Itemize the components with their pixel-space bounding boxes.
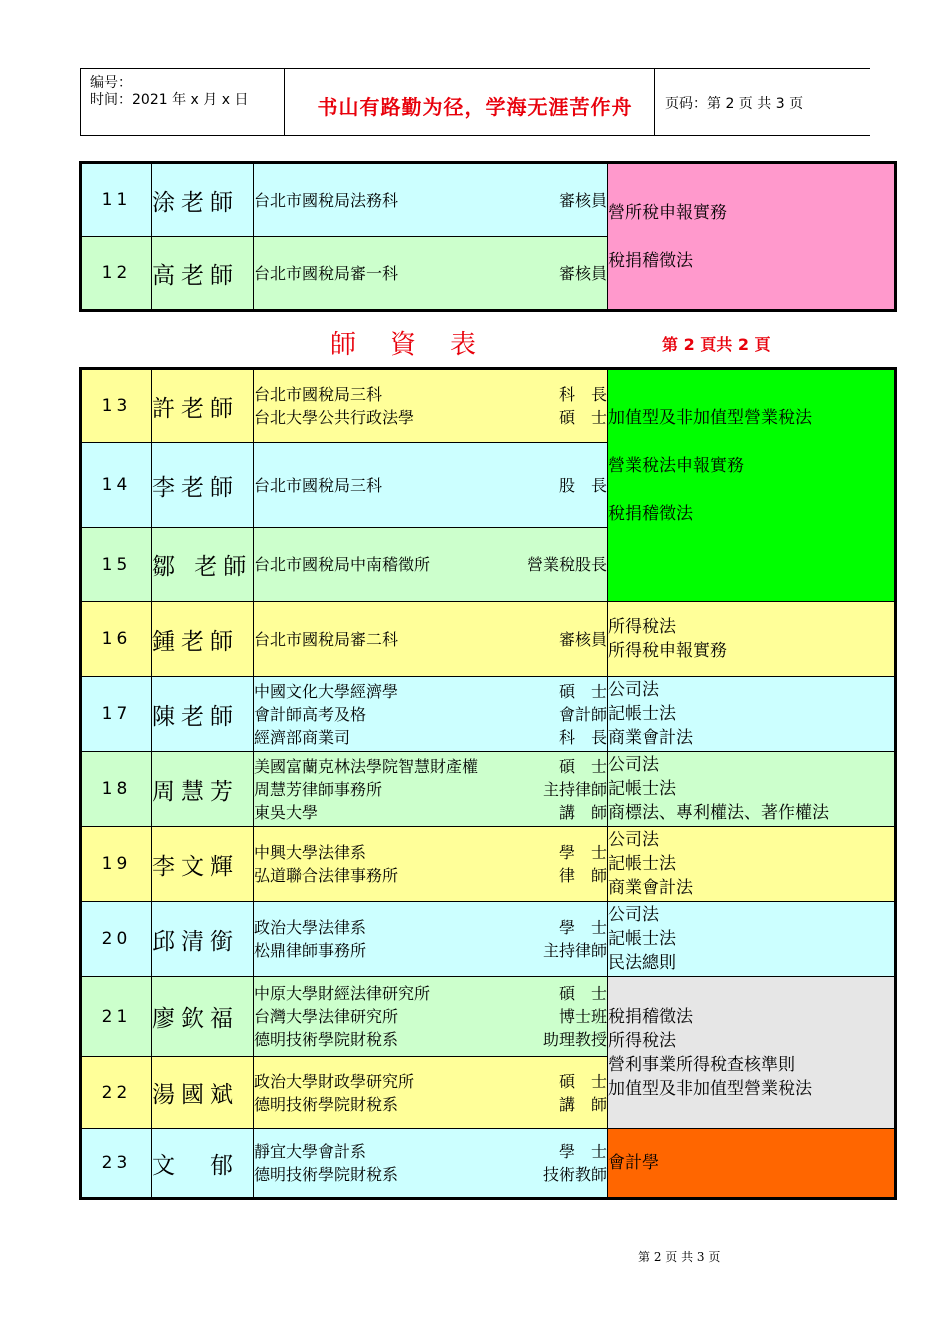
header-motto: 书山有路勤为径，学海无涯苦作舟 bbox=[317, 95, 633, 119]
affiliation-line bbox=[254, 726, 607, 749]
affiliation-org: 台北市國稅局審一科 bbox=[254, 263, 399, 283]
subject-spacer bbox=[608, 430, 894, 454]
affiliation-line bbox=[254, 1140, 607, 1163]
affiliation-line bbox=[254, 628, 607, 651]
teacher-name: 高老師 bbox=[152, 237, 254, 311]
code-label: 编号： bbox=[90, 75, 132, 91]
subject-item: 營業稅法申報實務 bbox=[608, 455, 744, 476]
teacher-affiliations bbox=[254, 443, 608, 528]
affiliation-line bbox=[254, 939, 607, 962]
affiliation-title: 審核員 bbox=[558, 190, 607, 210]
affiliation-line bbox=[254, 1163, 607, 1186]
affiliation-org: 台北市國稅局中南稽徵所 bbox=[254, 555, 431, 574]
affiliation-line bbox=[254, 703, 607, 726]
table-title: 師資表 bbox=[330, 330, 511, 360]
teacher-affiliations bbox=[254, 528, 608, 602]
affiliation-org: 經濟部商業司 bbox=[254, 727, 351, 747]
affiliation-title: 博士班 bbox=[558, 1007, 607, 1026]
table-row bbox=[81, 1129, 896, 1199]
affiliation-title: 科 長 bbox=[558, 385, 607, 404]
affiliation-org: 台北市國稅局三科 bbox=[254, 475, 383, 495]
teacher-table-2 bbox=[79, 367, 897, 1200]
subject-item: 商標法、專利權法、著作權法 bbox=[608, 803, 829, 823]
header-meta bbox=[90, 75, 248, 109]
affiliation-org: 中國文化大學經濟學 bbox=[254, 681, 399, 701]
teacher-name: 許老師 bbox=[152, 369, 254, 443]
row-number: 16 bbox=[81, 602, 152, 677]
affiliation-line bbox=[254, 189, 607, 212]
row-number: 20 bbox=[81, 902, 152, 977]
subjects-cell bbox=[608, 752, 896, 827]
affiliation-title: 科 長 bbox=[558, 727, 607, 747]
affiliation-title: 主持律師 bbox=[542, 941, 607, 960]
affiliation-line bbox=[254, 801, 607, 824]
table-row bbox=[81, 827, 896, 902]
row-number: 15 bbox=[81, 528, 152, 602]
subject-item: 記帳士法 bbox=[608, 854, 676, 874]
affiliation-org: 台北市國稅局法務科 bbox=[254, 190, 399, 210]
affiliation-title: 主持律師 bbox=[542, 779, 607, 799]
affiliation-title: 學 士 bbox=[558, 1142, 607, 1161]
teacher-affiliations bbox=[254, 369, 608, 443]
subject-item: 所得稅法 bbox=[608, 1030, 676, 1051]
affiliation-line bbox=[254, 474, 607, 497]
affiliation-line bbox=[254, 841, 607, 864]
subjects-cell bbox=[608, 163, 896, 311]
teacher-affiliations bbox=[254, 977, 608, 1057]
affiliation-line bbox=[254, 778, 607, 801]
affiliation-org: 中原大學財經法律研究所 bbox=[254, 984, 431, 1003]
affiliation-line bbox=[254, 755, 607, 778]
teacher-name: 周慧芳 bbox=[152, 752, 254, 827]
teacher-name: 李文輝 bbox=[152, 827, 254, 902]
affiliation-line bbox=[254, 383, 607, 406]
teacher-affiliations bbox=[254, 1129, 608, 1199]
table-row bbox=[81, 752, 896, 827]
subjects-cell bbox=[608, 677, 896, 752]
affiliation-org: 靜宜大學會計系 bbox=[254, 1142, 367, 1161]
teacher-name: 鄒 老師 bbox=[152, 528, 254, 602]
affiliation-title: 碩 士 bbox=[558, 756, 607, 776]
teacher-affiliations bbox=[254, 902, 608, 977]
row-number: 13 bbox=[81, 369, 152, 443]
header-border-left bbox=[80, 69, 81, 135]
teacher-affiliations bbox=[254, 163, 608, 237]
row-number: 22 bbox=[81, 1057, 152, 1129]
subject-item: 營利事業所得稅查核準則 bbox=[608, 1054, 795, 1075]
teacher-name: 涂老師 bbox=[152, 163, 254, 237]
subject-item: 商業會計法 bbox=[608, 728, 693, 748]
affiliation-org: 德明技術學院財稅系 bbox=[254, 1165, 399, 1184]
affiliation-title: 股 長 bbox=[558, 475, 607, 495]
teacher-name: 李老師 bbox=[152, 443, 254, 528]
teacher-name: 湯國斌 bbox=[152, 1057, 254, 1129]
row-number: 23 bbox=[81, 1129, 152, 1199]
subject-item: 稅捐稽徵法 bbox=[608, 250, 693, 271]
subject-item: 公司法 bbox=[608, 905, 659, 925]
affiliation-org: 弘道聯合法律事務所 bbox=[254, 866, 399, 885]
subject-list bbox=[608, 406, 894, 526]
subject-item: 商業會計法 bbox=[608, 878, 693, 898]
affiliation-line bbox=[254, 864, 607, 887]
affiliation-line bbox=[254, 916, 607, 939]
affiliation-org: 松鼎律師事務所 bbox=[254, 941, 367, 960]
teacher-name: 鍾老師 bbox=[152, 602, 254, 677]
affiliation-line bbox=[254, 553, 607, 576]
affiliation-org: 周慧芳律師事務所 bbox=[254, 779, 383, 799]
time-label: 时间：2021 年 x 月 x 日 bbox=[90, 92, 249, 108]
subject-item: 稅捐稽徵法 bbox=[608, 1006, 693, 1027]
table-row bbox=[81, 902, 896, 977]
teacher-table-1 bbox=[79, 161, 897, 312]
table-row bbox=[81, 369, 896, 443]
subjects-cell bbox=[608, 369, 896, 602]
affiliation-title: 律 師 bbox=[558, 866, 607, 885]
affiliation-title: 審核員 bbox=[558, 263, 607, 283]
affiliation-org: 台北大學公共行政法學 bbox=[254, 408, 415, 427]
subjects-cell bbox=[608, 1129, 896, 1199]
affiliation-line bbox=[254, 680, 607, 703]
affiliation-title: 會計師 bbox=[558, 704, 607, 724]
affiliation-title: 營業稅股長 bbox=[526, 555, 607, 574]
affiliation-title: 技術教師 bbox=[542, 1165, 607, 1184]
subjects-cell bbox=[608, 602, 896, 677]
subjects-cell bbox=[608, 827, 896, 902]
page-header bbox=[80, 68, 870, 136]
affiliation-line bbox=[254, 982, 607, 1005]
subject-item: 稅捐稽徵法 bbox=[608, 503, 693, 524]
affiliation-org: 政治大學財政學研究所 bbox=[254, 1071, 415, 1091]
affiliation-line bbox=[254, 1070, 607, 1093]
subject-item: 公司法 bbox=[608, 830, 659, 850]
table-row bbox=[81, 977, 896, 1057]
teacher-affiliations bbox=[254, 827, 608, 902]
row-number: 11 bbox=[81, 163, 152, 237]
affiliation-title: 講 師 bbox=[558, 1094, 607, 1114]
affiliation-title: 審核員 bbox=[558, 629, 607, 649]
subject-item: 所得稅申報實務 bbox=[608, 641, 727, 661]
header-page-info: 页码：第 2 页 共 3 页 bbox=[665, 96, 804, 112]
page-footer: 第 2 页 共 3 页 bbox=[638, 1250, 721, 1264]
table-row bbox=[81, 163, 896, 237]
affiliation-line bbox=[254, 1028, 607, 1051]
affiliation-org: 東吳大學 bbox=[254, 802, 319, 822]
teacher-affiliations bbox=[254, 677, 608, 752]
affiliation-org: 德明技術學院財稅系 bbox=[254, 1030, 399, 1049]
row-number: 14 bbox=[81, 443, 152, 528]
teacher-affiliations bbox=[254, 602, 608, 677]
row-number: 21 bbox=[81, 977, 152, 1057]
row-number: 19 bbox=[81, 827, 152, 902]
affiliation-title: 碩 士 bbox=[558, 1071, 607, 1091]
affiliation-org: 台灣大學法律研究所 bbox=[254, 1007, 399, 1026]
subject-item: 民法總則 bbox=[608, 953, 676, 973]
title-page-number: 第 2 頁共 2 頁 bbox=[662, 335, 771, 354]
affiliation-title: 碩 士 bbox=[558, 408, 607, 427]
affiliation-line bbox=[254, 1093, 607, 1116]
affiliation-org: 台北市國稅局審二科 bbox=[254, 629, 399, 649]
affiliation-title: 學 士 bbox=[558, 843, 607, 862]
row-number: 18 bbox=[81, 752, 152, 827]
affiliation-org: 德明技術學院財稅系 bbox=[254, 1094, 399, 1114]
affiliation-org: 會計師高考及格 bbox=[254, 704, 367, 724]
subject-item: 所得稅法 bbox=[608, 617, 676, 637]
subject-item: 記帳士法 bbox=[608, 779, 676, 799]
teacher-name: 陳老師 bbox=[152, 677, 254, 752]
table-row bbox=[81, 677, 896, 752]
affiliation-title: 學 士 bbox=[558, 918, 607, 937]
teacher-name: 邱清銜 bbox=[152, 902, 254, 977]
affiliation-title: 碩 士 bbox=[558, 984, 607, 1003]
affiliation-line bbox=[254, 1005, 607, 1028]
teacher-affiliations bbox=[254, 237, 608, 311]
affiliation-title: 助理教授 bbox=[542, 1030, 607, 1049]
affiliation-line bbox=[254, 406, 607, 429]
affiliation-org: 台北市國稅局三科 bbox=[254, 385, 383, 404]
subject-item: 記帳士法 bbox=[608, 929, 676, 949]
subject-item: 加值型及非加值型營業稅法 bbox=[608, 1078, 812, 1099]
teacher-affiliations bbox=[254, 752, 608, 827]
subject-item: 記帳士法 bbox=[608, 704, 676, 724]
teacher-name: 文 郁 bbox=[152, 1129, 254, 1199]
subjects-cell bbox=[608, 902, 896, 977]
teacher-affiliations bbox=[254, 1057, 608, 1129]
row-number: 12 bbox=[81, 237, 152, 311]
subject-item: 公司法 bbox=[608, 755, 659, 775]
subject-item: 公司法 bbox=[608, 680, 659, 700]
subject-spacer bbox=[608, 478, 894, 502]
affiliation-org: 中興大學法律系 bbox=[254, 843, 367, 862]
table-row bbox=[81, 602, 896, 677]
affiliation-title: 講 師 bbox=[558, 802, 607, 822]
affiliation-org: 政治大學法律系 bbox=[254, 918, 367, 937]
row-number: 17 bbox=[81, 677, 152, 752]
subject-item: 會計學 bbox=[608, 1153, 659, 1173]
subject-item: 加值型及非加值型營業稅法 bbox=[608, 407, 812, 428]
subject-item: 營所稅申報實務 bbox=[608, 202, 727, 223]
subject-spacer bbox=[608, 225, 894, 249]
teacher-name: 廖欽福 bbox=[152, 977, 254, 1057]
affiliation-line bbox=[254, 262, 607, 285]
affiliation-title: 碩 士 bbox=[558, 681, 607, 701]
affiliation-org: 美國富蘭克林法學院智慧財產權 bbox=[254, 756, 479, 776]
subjects-cell bbox=[608, 977, 896, 1129]
